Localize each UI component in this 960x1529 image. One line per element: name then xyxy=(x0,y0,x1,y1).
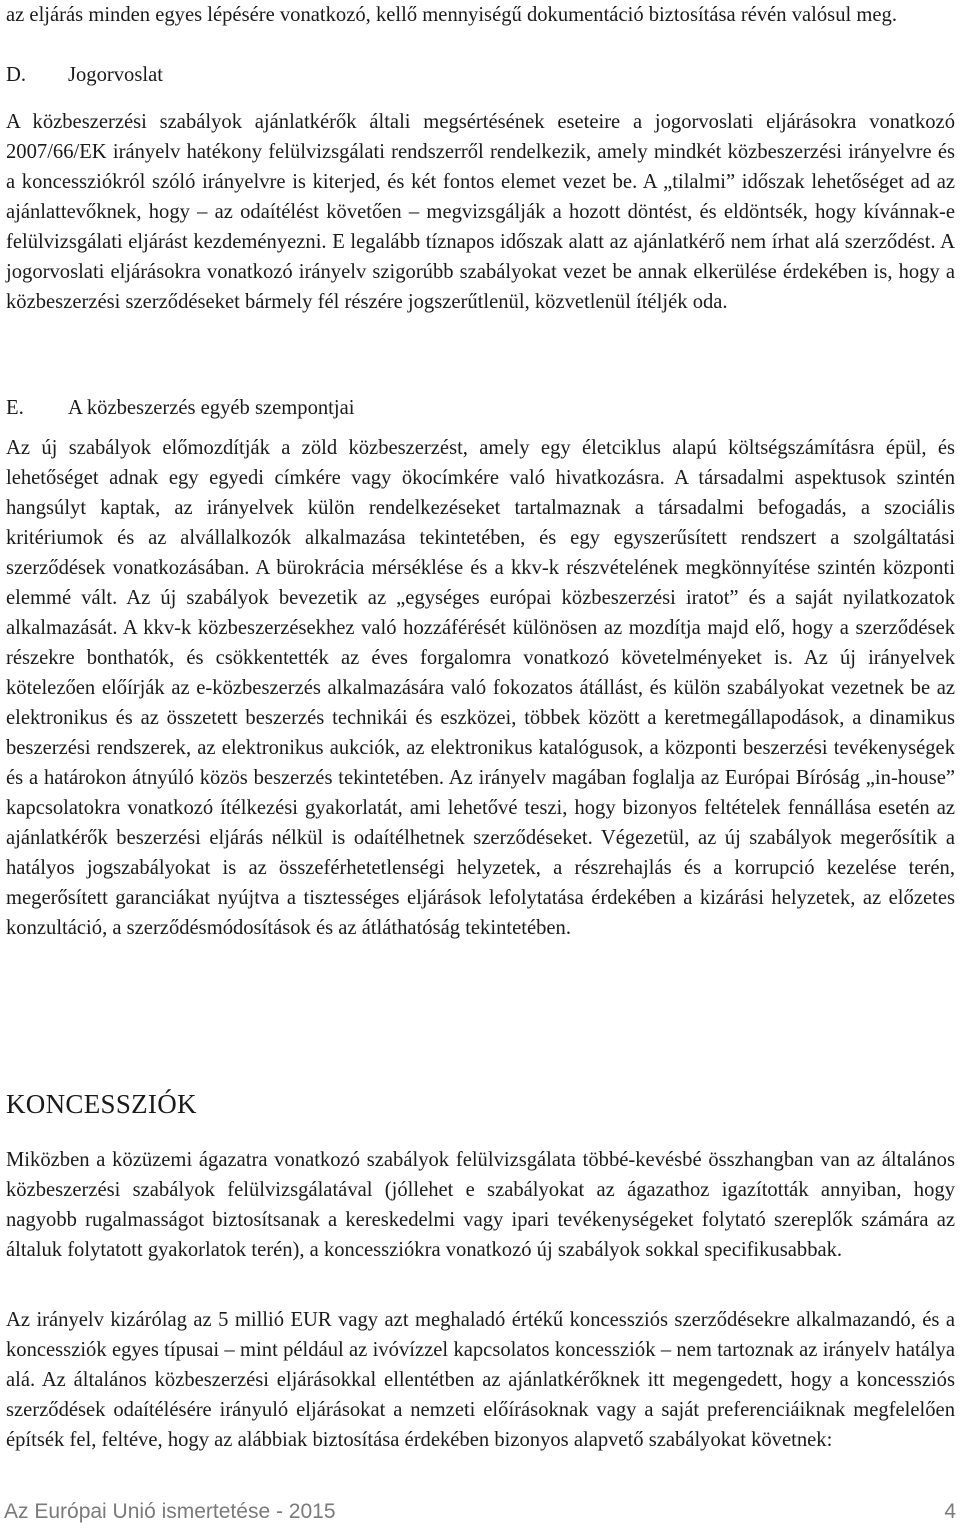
footer-title: Az Európai Unió ismertetése - 2015 xyxy=(4,1500,336,1523)
koncessziok-title: KONCESSZIÓK xyxy=(6,1089,197,1119)
section-e-letter: E. xyxy=(6,397,24,419)
section-e-paragraph: Az új szabályok előmozdítják a zöld közbeszerzést, amely egy életciklus alapú költségszámításra épül, és lehetőséget adnak egy egyedi címkére vagy ökocímkére való hivatkozásra. A társadalmi aspektusok szintén hangsúlyt kaptak, az irányelvek külön rendelkezéseket tartalmaznak a társadalmi befogadás, a szociális kritériumok és az alvállalkozók alkalmazása tekintetében, és egy egyszerűsített rendszert a szolgáltatási szerződések vonatkozásában. A bürokrácia mérséklése és a kkv-k részvételének megkönnyítése szintén központi elemmé vált. Az új szabályok bevezetik az „egységes európai közbeszerzési iratot” és a saját nyilatkozatok alkalmazását. A kkv-k közbeszerzésekhez való hozzáférését különösen az mozdítja majd elő, hogy a szerződések részekre bonthatók, és csökkentették az éves forgalomra vonatkozó követelményeket is. Az új irányelvek kötelezően előírják az e-közbeszerzés alkalmazására való fokozatos átállást, és külön szabályokat vezetnek be az elektronikus és az összetett beszerzés technikái és eszközei, többek között a keretmegállapodások, a dinamikus beszerzési rendszerek, az elektronikus aukciók, az elektronikus katalógusok, a központi beszerzési tevékenységek és a határokon átnyúló közös beszerzés tekintetében. Az irányelv magában foglalja az Európai Bíróság „in-house” kapcsolatokra vonatkozó ítélkezési gyakorlatát, ami lehetővé teszi, hogy bizonyos feltételek fennállása esetén az ajánlatkérők beszerzési eljárás nélkül is odaítélhetnek szerződéseket. Végezetül, az új szabályok megerősítik a hatályos jogszabályokat is az összeférhetetlenségi helyzetek, a részrehajlás és a korrupció kezelése terén, megerősített garanciákat nyújtva a tisztességes eljárások lefolytatása érdekében a kizárási helyzetek, az előzetes konzultáció, a szerződésmódosítások és az átláthatóság tekintetében. xyxy=(6,437,955,939)
section-d-paragraph: A közbeszerzési szabályok ajánlatkérők általi megsértésének eseteire a jogorvoslati eljárásokra vonatkozó 2007/66/EK irányelv hatékony felülvizsgálati rendszerről rendelkezik, amely mindkét közbeszerzési irányelvre és a koncessziókról szóló irányelvre is kiterjed, és két fontos elemet vezet be. A „tilalmi” időszak lehetőséget ad az ajánlattevőknek, hogy – az odaítélést követően – megvizsgálják a hozott döntést, és eldöntsék, hogy kívánnak-e felülvizsgálati eljárást kezdeményezni. E legalább tíznapos időszak alatt az ajánlatkérő nem írhat alá szerződést. A jogorvoslati eljárásokra vonatkozó irányelv szigorúbb szabályokat vezet be annak elkerülése érdekében is, hogy a közbeszerzési szerződéseket bármely fél részére jogszerűtlenül, közvetlenül ítéljék oda. xyxy=(6,111,955,313)
section-d-heading xyxy=(6,60,163,90)
section-e-title: A közbeszerzés egyéb szempontjai xyxy=(68,397,355,419)
intro-paragraph: az eljárás minden egyes lépésére vonatkozó, kellő mennyiségű dokumentáció biztosítása révén valósul meg. xyxy=(6,4,897,26)
koncessziok-paragraph-1: Miközben a közüzemi ágazatra vonatkozó szabályok felülvizsgálata többé-kevésbé összhangban van az általános közbeszerzési szabályok felülvizsgálatával (jóllehet e szabályokat az ágazathoz igazították annyiban, hogy nagyobb rugalmasságot biztosítsanak a kereskedelmi vagy ipari tevékenységeket folytató szereplők számára az általuk folytatott gyakorlatok terén), a koncessziókra vonatkozó új szabályok sokkal specifikusabbak. xyxy=(6,1149,955,1261)
koncessziok-paragraph-2: Az irányelv kizárólag az 5 millió EUR vagy azt meghaladó értékű koncessziós szerződésekre alkalmazandó, és a koncessziók egyes típusai – mint például az ivóvízzel kapcsolatos koncessziók – nem tartoznak az irányelv hatálya alá. Az általános közbeszerzési eljárásokkal ellentétben az ajánlatkérőknek itt megengedett, hogy a koncessziós szerződések odaítélésére irányuló eljárásokat a nemzeti előírásoknak vagy a saját preferenciáiknak megfelelően építsék fel, feltéve, hogy az alábbiak biztosítása érdekében bizonyos alapvető szabályokat követnek: xyxy=(6,1309,955,1451)
page-number: 4 xyxy=(944,1500,956,1523)
section-d-letter: D. xyxy=(6,64,27,86)
page-footer xyxy=(4,1497,956,1527)
section-e-heading xyxy=(6,393,354,423)
section-d-title: Jogorvoslat xyxy=(68,64,163,86)
